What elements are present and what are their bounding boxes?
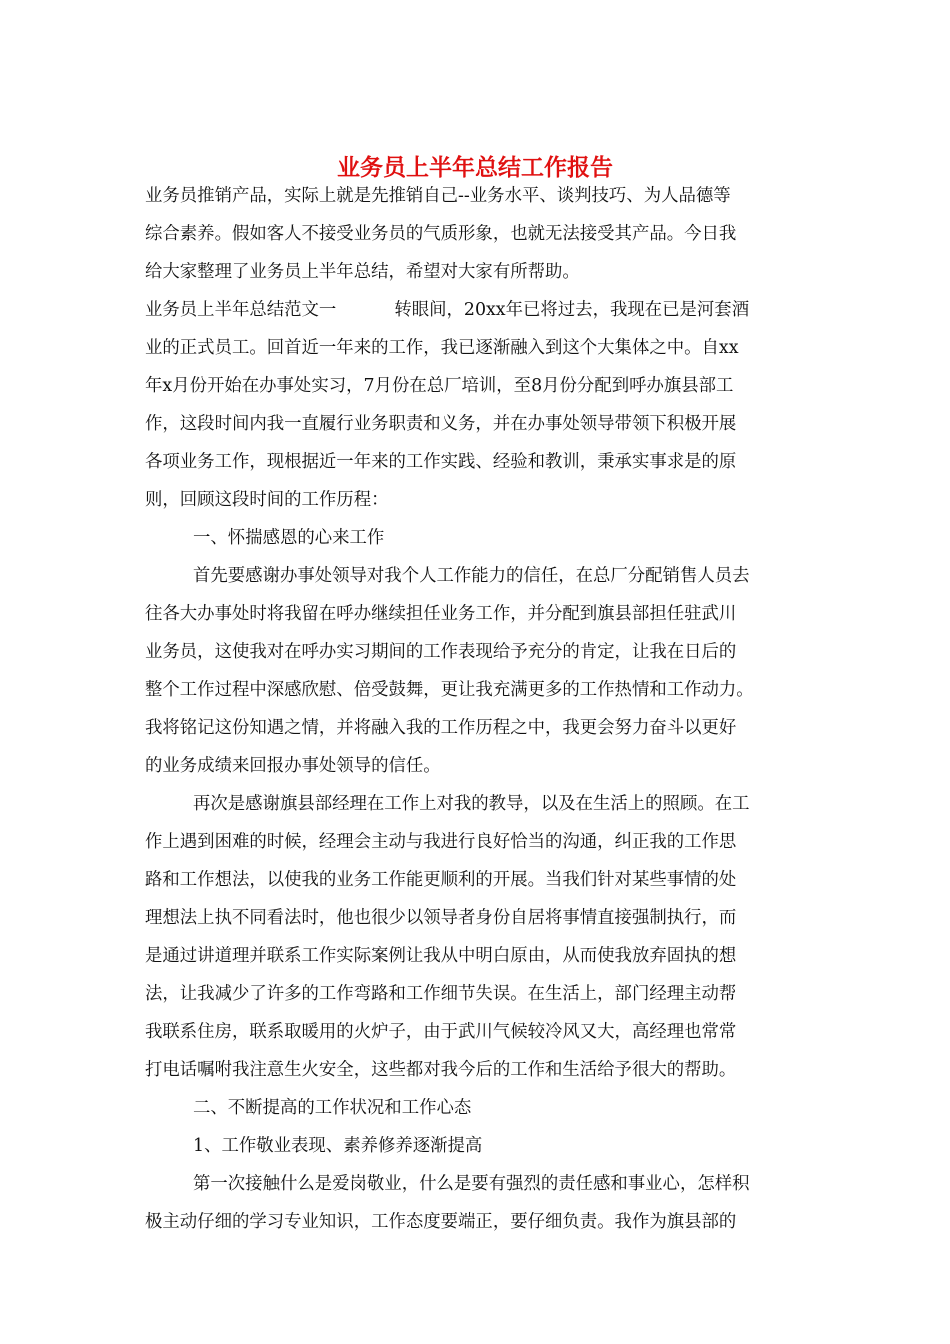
body-line: 打电话嘱咐我注意生火安全，这些都对我今后的工作和生活给予很大的帮助。 bbox=[145, 1060, 737, 1080]
body-line: 年x月份开始在办事处实习，7月份在总厂培训，至8月份分配到呼办旗县部工 bbox=[145, 376, 734, 396]
body-line: 我联系住房，联系取暖用的火炉子，由于武川气候较冷风又大，高经理也常常 bbox=[145, 1022, 737, 1042]
body-line: 业务员推销产品，实际上就是先推销自己--业务水平、谈判技巧、为人品德等 bbox=[145, 186, 731, 206]
section-heading: 二、不断提高的工作状况和工作心态 bbox=[193, 1098, 472, 1118]
body-line: 往各大办事处时将我留在呼办继续担任业务工作，并分配到旗县部担任驻武川 bbox=[145, 604, 737, 624]
body-line: 业的正式员工。回首近一年来的工作，我已逐渐融入到这个大集体之中。自xx bbox=[145, 338, 739, 358]
body-line: 法，让我减少了许多的工作弯路和工作细节失误。在生活上，部门经理主动帮 bbox=[145, 984, 737, 1004]
body-line: 转眼间，20xx年已将过去，我现在已是河套酒 bbox=[394, 300, 750, 320]
body-line: 路和工作想法，以使我的业务工作能更顺利的开展。当我们针对某些事情的处 bbox=[145, 870, 737, 890]
subsection-heading: 1、工作敬业表现、素养修养逐渐提高 bbox=[193, 1136, 483, 1156]
sample-heading: 业务员上半年总结范文一 bbox=[145, 300, 337, 320]
body-line: 理想法上执不同看法时，他也很少以领导者身份自居将事情直接强制执行，而 bbox=[145, 908, 737, 928]
document-title: 业务员上半年总结工作报告 bbox=[337, 154, 613, 181]
body-line: 给大家整理了业务员上半年总结，希望对大家有所帮助。 bbox=[145, 262, 580, 282]
body-line: 的业务成绩来回报办事处领导的信任。 bbox=[145, 756, 441, 776]
body-line: 则，回顾这段时间的工作历程： bbox=[145, 490, 389, 510]
sample-heading-line bbox=[145, 292, 749, 328]
section-heading: 一、怀揣感恩的心来工作 bbox=[193, 528, 385, 548]
body-line: 极主动仔细的学习专业知识，工作态度要端正，要仔细负责。我作为旗县部的 bbox=[145, 1212, 737, 1232]
body-line: 第一次接触什么是爱岗敬业，什么是要有强烈的责任感和事业心，怎样积 bbox=[193, 1174, 750, 1194]
body-line: 业务员，这使我对在呼办实习期间的工作表现给予充分的肯定，让我在日后的 bbox=[145, 642, 737, 662]
body-line: 是通过讲道理并联系工作实际案例让我从中明白原由，从而使我放弃固执的想 bbox=[145, 946, 737, 966]
body-line: 综合素养。假如客人不接受业务员的气质形象，也就无法接受其产品。今日我 bbox=[145, 224, 737, 244]
body-line: 首先要感谢办事处领导对我个人工作能力的信任，在总厂分配销售人员去 bbox=[193, 566, 750, 586]
body-line: 再次是感谢旗县部经理在工作上对我的教导，以及在生活上的照顾。在工 bbox=[193, 794, 750, 814]
body-line: 作上遇到困难的时候，经理会主动与我进行良好恰当的沟通，纠正我的工作思 bbox=[145, 832, 737, 852]
body-line: 作，这段时间内我一直履行业务职责和义务，并在办事处领导带领下积极开展 bbox=[145, 414, 737, 434]
body-line: 我将铭记这份知遇之情，并将融入我的工作历程之中，我更会努力奋斗以更好 bbox=[145, 718, 737, 738]
body-line: 各项业务工作，现根据近一年来的工作实践、经验和教训，秉承实事求是的原 bbox=[145, 452, 737, 472]
body-line: 整个工作过程中深感欣慰、倍受鼓舞，更让我充满更多的工作热情和工作动力。 bbox=[145, 680, 754, 700]
